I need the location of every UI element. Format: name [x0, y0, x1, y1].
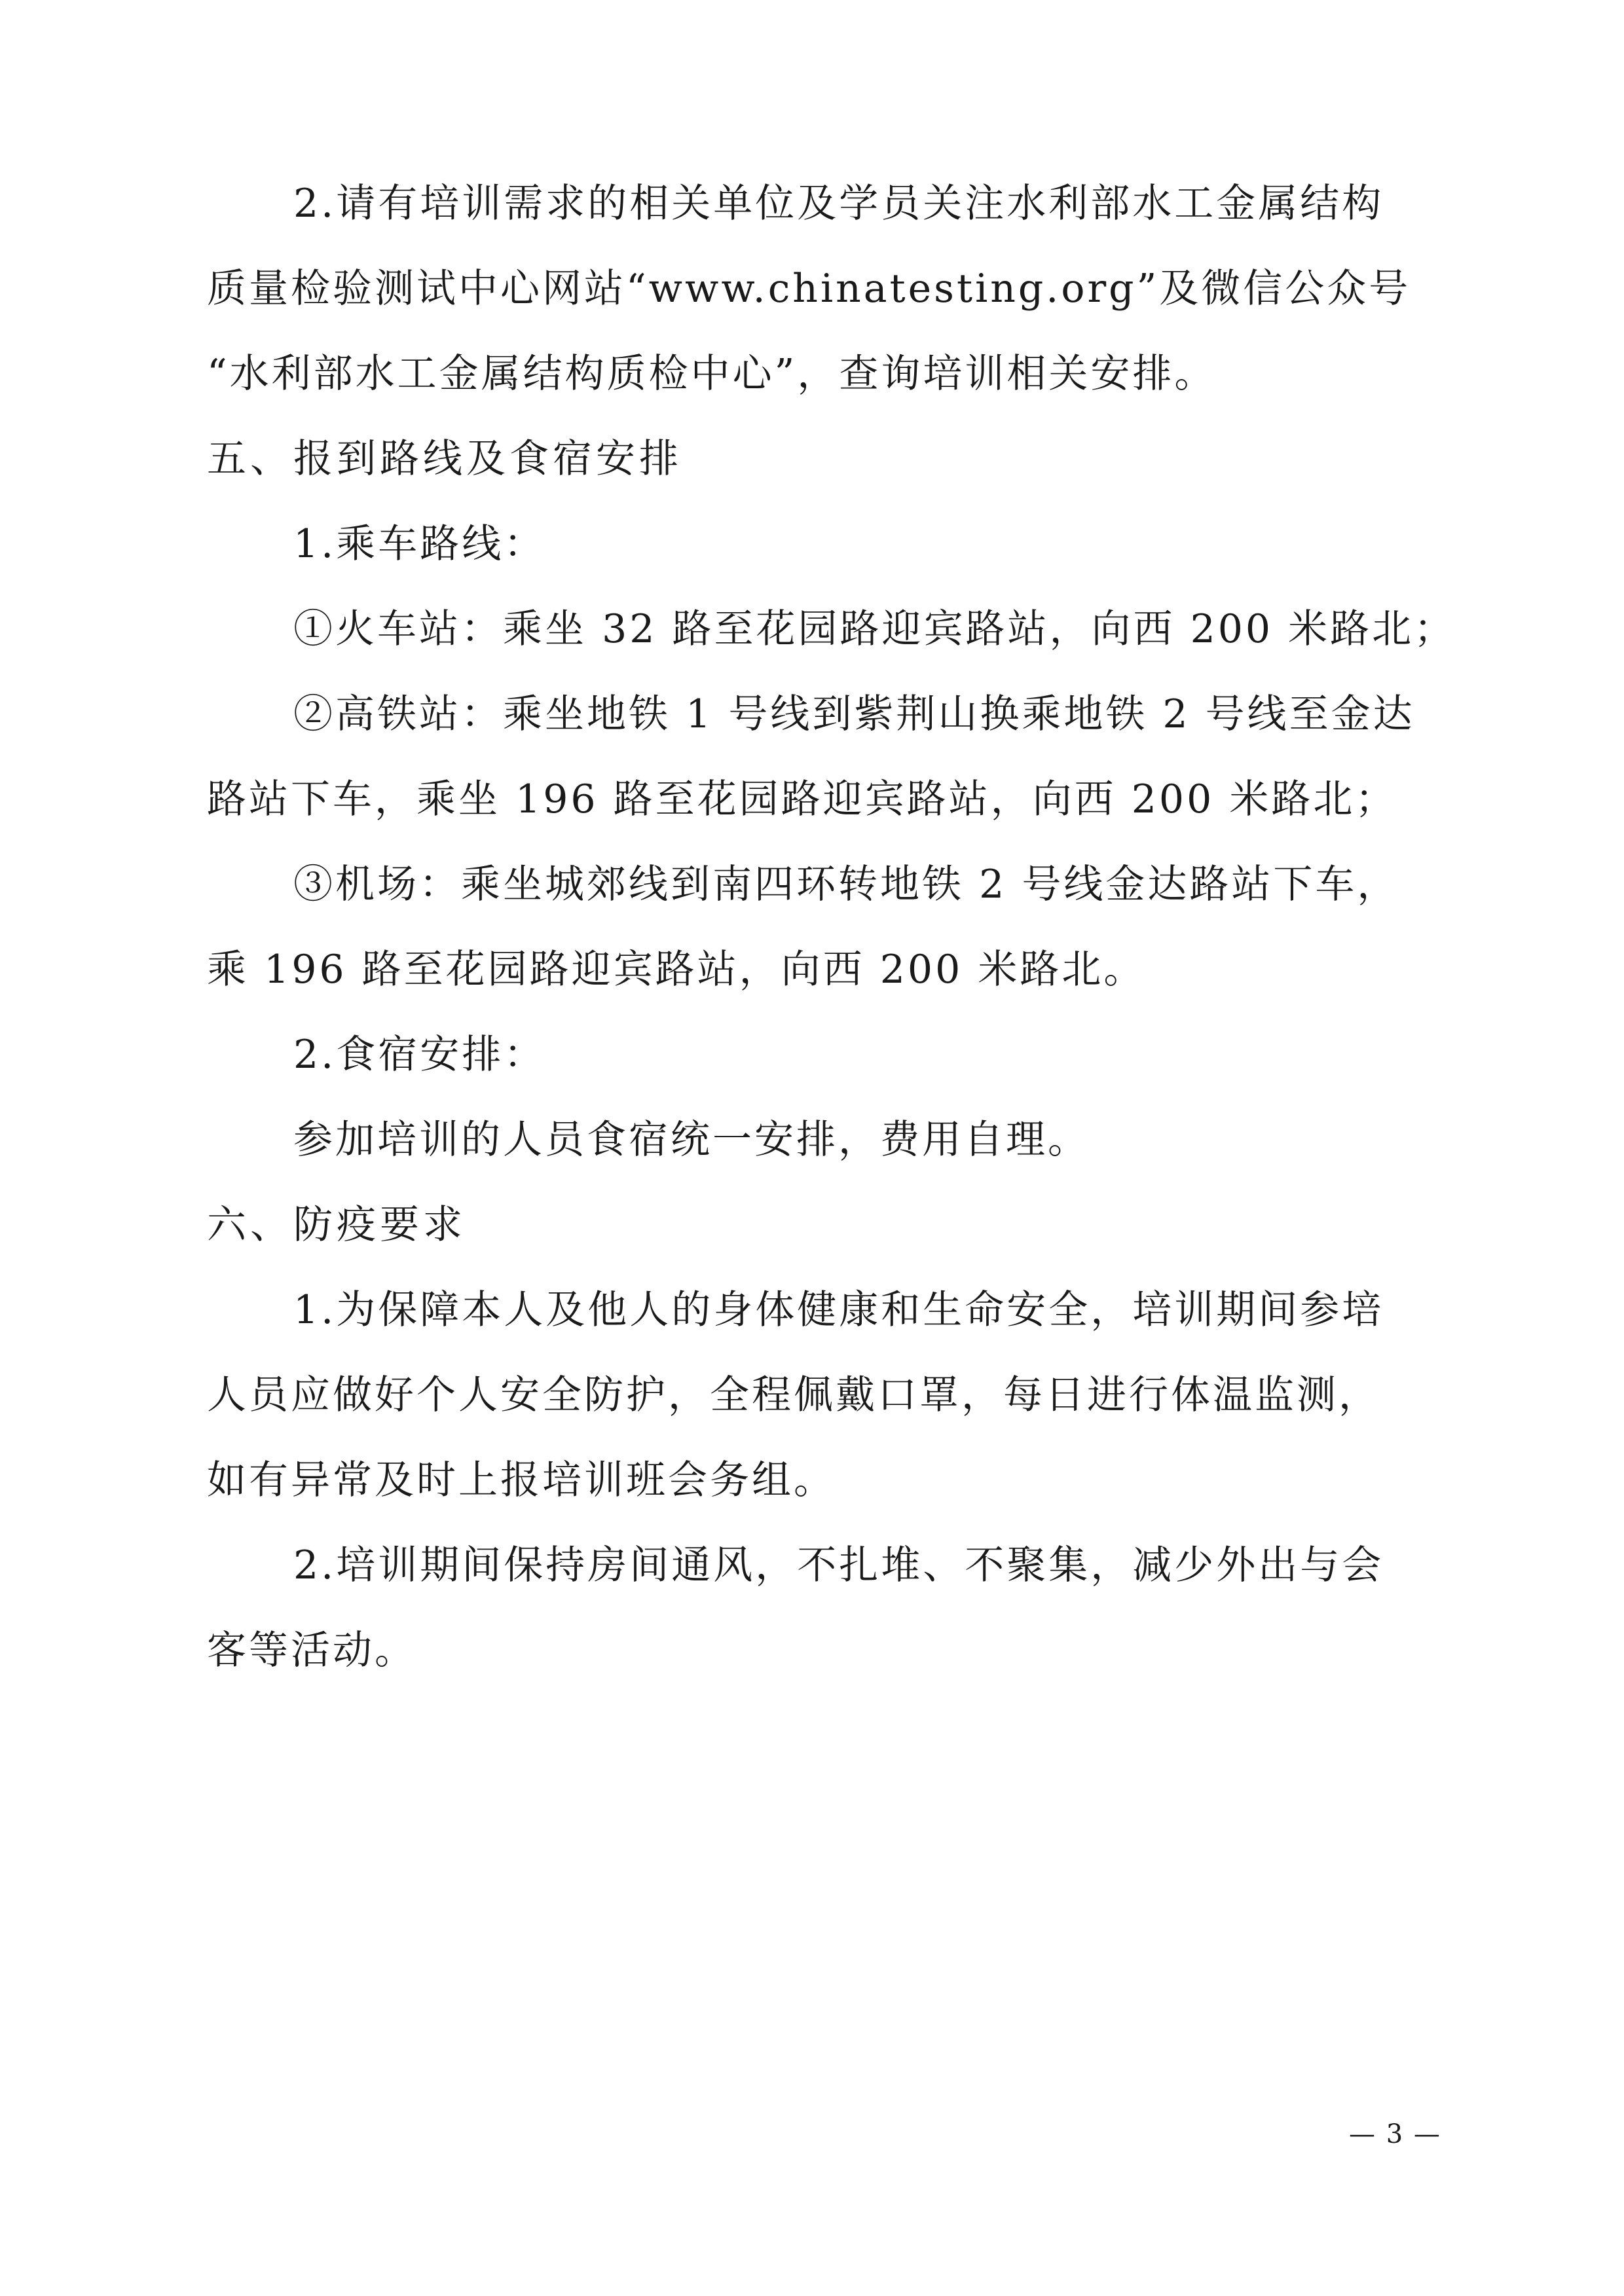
paragraph-line: 路站下车，乘坐 196 路至花园路迎宾路站，向西 200 米路北；: [207, 776, 1397, 822]
paragraph-line: 如有异常及时上报培训班会务组。: [207, 1457, 836, 1503]
paragraph-line: 1.为保障本人及他人的身体健康和生命安全，培训期间参培: [293, 1287, 1384, 1333]
paragraph-line: 2.培训期间保持房间通风，不扎堆、不聚集，减少外出与会: [293, 1542, 1384, 1588]
paragraph-line: 质量检验测试中心网站“www.chinatesting.org”及微信公众号: [207, 266, 1411, 312]
paragraph-line: 参加培训的人员食宿统一安排，费用自理。: [293, 1117, 1090, 1163]
paragraph-line: “水利部水工金属结构质检中心”，查询培训相关安排。: [207, 351, 1217, 397]
paragraph-line: ③机场：乘坐城郊线到南四环转地铁 2 号线金达路站下车，: [293, 862, 1399, 907]
paragraph-line: 人员应做好个人安全防护，全程佩戴口罩，每日进行体温监测，: [207, 1372, 1380, 1418]
paragraph-line: ①火车站：乘坐 32 路至花园路迎宾路站，向西 200 米路北；: [293, 606, 1456, 652]
subsection-title: 2.食宿安排：: [293, 1032, 546, 1078]
paragraph-line: ②高铁站：乘坐地铁 1 号线到紫荆山换乘地铁 2 号线至金达: [293, 691, 1415, 737]
subsection-title: 1.乘车路线：: [293, 521, 546, 567]
page-number: — 3 —: [1349, 2119, 1441, 2149]
paragraph-line: 客等活动。: [207, 1628, 416, 1673]
section-heading: 五、报到路线及食宿安排: [207, 436, 682, 482]
paragraph-line: 2.请有培训需求的相关单位及学员关注水利部水工金属结构: [293, 181, 1384, 227]
paragraph-line: 乘 196 路至花园路迎宾路站，向西 200 米路北。: [207, 947, 1146, 993]
document-body: [207, 161, 1456, 1693]
section-heading: 六、防疫要求: [207, 1202, 466, 1248]
